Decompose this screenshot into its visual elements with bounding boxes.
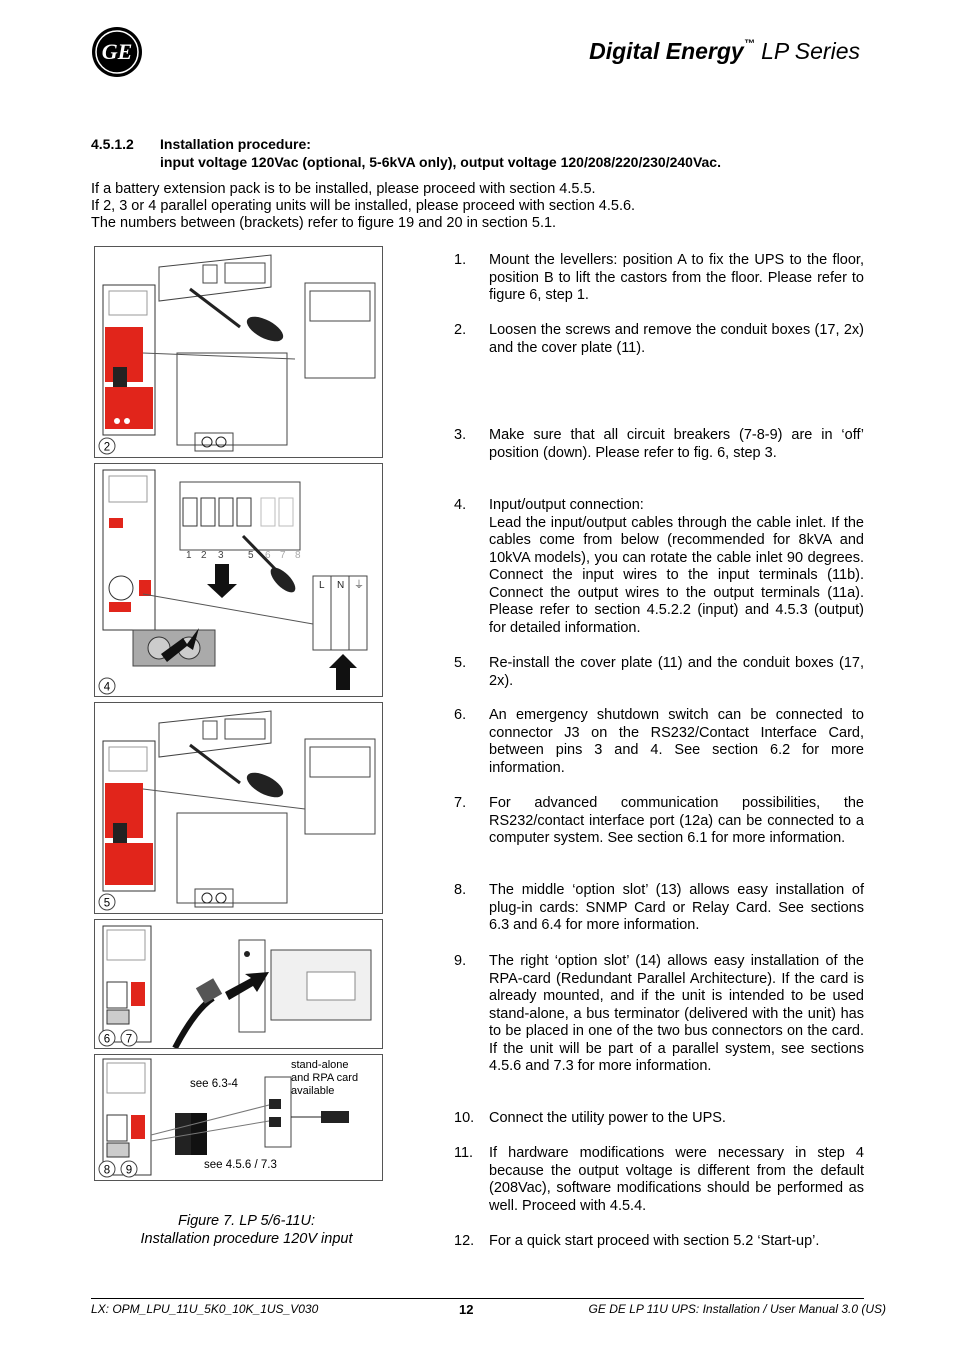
step-6: 6. An emergency shutdown switch can be connected to connector J3 on the RS232/Contact Interface Card, between pins 3 and 4. See section 6.2 for more information. [454, 707, 864, 776]
svg-text:5: 5 [103, 897, 111, 910]
panel-5-label [98, 893, 116, 911]
step-12: 12. For a quick start proceed with section 5.2 ‘Start-up’. [454, 1233, 820, 1249]
step-8: 8. The middle ‘option slot’ (13) allows easy installation of plug-in cards: SNMP Card or Relay Card. See sections 6.3 and 6.4 for more information. [454, 882, 864, 933]
svg-text:7: 7 [125, 1033, 133, 1046]
see-4-5-6: see 4.5.6 / 7.3 [204, 1159, 277, 1171]
section-title-line2: input voltage 120Vac (optional, 5-6kVA only), output voltage 120/208/220/230/240Vac. [160, 154, 721, 170]
stand-alone-note [291, 1059, 358, 1098]
breaker-num-2: 2 [201, 550, 207, 561]
see-6-3-4: see 6.3-4 [190, 1078, 238, 1090]
breaker-num-1: 1 [186, 550, 192, 561]
terminal-label-ground: ⏚ [354, 580, 364, 591]
caption-line-1: Figure 7. LP 5/6-11U: [177, 1213, 315, 1229]
intro-line-1: If a battery extension pack is to be installed, please proceed with section 4.5.5. [91, 181, 596, 197]
step-2: 2. Loosen the screws and remove the conduit boxes (17, 2x) and the cover plate (11). [454, 322, 864, 356]
terminal-label-n: N [337, 580, 345, 591]
brand-rest: LP Series [754, 38, 860, 64]
page-number: 12 [459, 1302, 474, 1317]
breaker-num-6: 6 [265, 550, 271, 561]
ge-logo [91, 26, 143, 78]
footer-manual-title: GE DE LP 11U UPS: Installation / User Manual 3.0 (US) [588, 1302, 886, 1316]
terminal-label-l: L [319, 580, 325, 591]
step-3: 3. Make sure that all circuit breakers (7-8-9) are in ‘off’ position (down). Please refer to fig. 6, step 3. [454, 427, 864, 461]
svg-text:8: 8 [103, 1164, 111, 1177]
figure-panel-2 [94, 246, 383, 458]
panel-2-label [98, 437, 116, 455]
panel-4-label [98, 677, 116, 695]
panel-6-7-labels [98, 1029, 138, 1047]
figure-panel-6-7 [94, 919, 383, 1049]
step-1: 1. Mount the levellers: position A to fix the UPS to the floor, position B to lift the castors from the floor. Please refer to figure 6, step 1. [454, 252, 864, 303]
footer-doc-id: LX: OPM_LPU_11U_5K0_10K_1US_V030 [91, 1302, 319, 1316]
section-number: 4.5.1.2 [91, 136, 134, 152]
section-title-line1: Installation procedure: [160, 136, 311, 152]
caption-line-2: Installation procedure 120V input [140, 1231, 353, 1247]
figure-caption [94, 1212, 399, 1248]
intro-line-2: If 2, 3 or 4 parallel operating units will be installed, please proceed with section 4.5.6. [91, 198, 636, 214]
breaker-num-7: 7 [280, 550, 286, 561]
panel-2-illustration [95, 247, 382, 457]
svg-text:2: 2 [103, 441, 111, 454]
step-5: 5. Re-install the cover plate (11) and the conduit boxes (17, 2x). [454, 655, 864, 689]
step-10: 10. Connect the utility power to the UPS. [454, 1110, 726, 1126]
step-4: 4. Input/output connection: Lead the input/output cables through the cable inlet. If the cables come from below (recommended for 8kVA and 10kVA models), you can rotate the cable inlet 90 degrees. Connect the input wires to the input terminals (11b). Connect the output wires to the output terminals (11a). Please refer to section 4.5.2.2 (input) and 4.5.3 (output) for detailed information. [454, 497, 864, 636]
brand-title [560, 38, 860, 65]
breaker-num-3: 3 [218, 550, 224, 561]
panel-5-illustration [95, 703, 382, 913]
panel-4-illustration [95, 464, 382, 696]
brand-bold: Digital Energy [589, 38, 744, 64]
figure-panel-4 [94, 463, 383, 697]
step-7: 7. For advanced communication possibilities, the RS232/contact interface port (12a) can be connected to a computer system. See section 6.1 for more information. [454, 795, 864, 846]
breaker-num-8: 8 [295, 550, 301, 561]
svg-text:6: 6 [103, 1033, 111, 1046]
svg-text:GE: GE [101, 39, 133, 64]
footer-rule [91, 1298, 864, 1299]
brand-tm: ™ [743, 38, 755, 51]
panel-6-7-illustration [95, 920, 382, 1048]
step-9: 9. The right ‘option slot’ (14) allows easy installation of the RPA-card (Redundant Parallel Architecture). If the card is already mounted, and if the unit is intended to be used stand-alone, a bus terminator (delivered with the unit) has to be placed in one of the two bus connectors on the card. If the unit will be part of a parallel system, see sections 4.5.6 and 7.3 for more information. [454, 953, 864, 1074]
stand-alone-line-3: available [291, 1085, 335, 1097]
panel-8-9-labels [98, 1160, 138, 1178]
figure-panel-8-9 [94, 1054, 383, 1181]
breaker-num-5: 5 [248, 550, 254, 561]
intro-line-3: The numbers between (brackets) refer to figure 19 and 20 in section 5.1. [91, 215, 557, 231]
stand-alone-line-1: stand-alone [291, 1059, 349, 1071]
stand-alone-line-2: and RPA card [291, 1072, 359, 1084]
figure-panel-5 [94, 702, 383, 914]
svg-text:9: 9 [125, 1164, 133, 1177]
step-11: 11. If hardware modifications were necessary in step 4 because the output voltage is different from the default (208Vac), software modifications should be performed as well. Proceed with 4.5.4. [454, 1145, 864, 1214]
svg-text:4: 4 [103, 681, 111, 694]
